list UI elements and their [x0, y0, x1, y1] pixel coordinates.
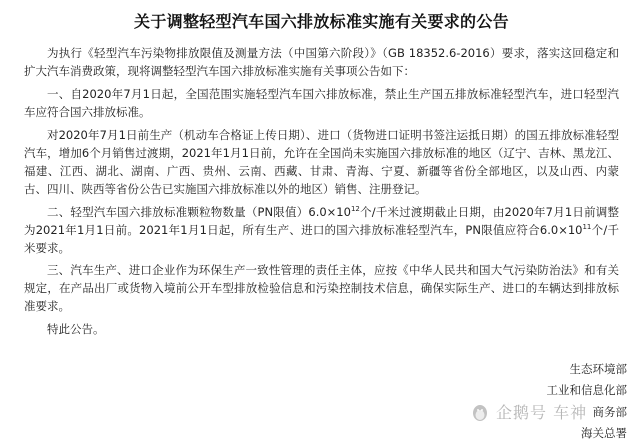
signatory-customs: 海关总署 — [581, 426, 627, 440]
watermark-text: 企鹅号 车神 — [496, 403, 588, 422]
watermark — [470, 400, 587, 423]
item-two-text-b: 个/千米过渡期截止日期，由2020年7月1日前调整为2021年1月1日前。2021年1月1日起，所有生产、进口的国六排放标准轻型汽车，PN限值应符合6.0×10 — [24, 205, 619, 237]
penguin-logo-icon — [470, 402, 490, 422]
item-two-exponent-1: 12 — [350, 205, 360, 214]
item-two-exponent-2: 11 — [582, 223, 592, 232]
item-two-paragraph — [24, 203, 619, 257]
item-three-paragraph: 三、汽车生产、进口企业作为环保生产一致性管理的责任主体，应按《中华人民共和国大气污染防治法》和有关规定，在产品出厂或货物入境前公开车型排放检验信息和污染控制技术信息，确保实际生产、进口的车辆达到排放标准要求。 — [24, 263, 619, 313]
document-title: 关于调整轻型汽车国六排放标准实施有关要求的公告 — [134, 12, 509, 31]
item-two-text-c: 个/千米要求。 — [24, 223, 619, 255]
item-two-text-a: 二、轻型汽车国六排放标准颗粒物数量（PN限值）6.0×10 — [47, 205, 351, 219]
intro-paragraph: 为执行《轻型汽车污染物排放限值及测量方法（中国第六阶段）》（GB 18352.6-2016）要求，落实这回稳定和扩大汽车消费政策，现将调整轻型汽车国六排放标准实施有关事项公告如下： — [24, 46, 619, 78]
item-one-paragraph: 一、自2020年7月1日起，全国范围实施轻型汽车国六排放标准，禁止生产国五排放标准轻型汽车，进口轻型汽车应符合国六排放标准。 — [24, 87, 619, 119]
closing-paragraph: 特此公告。 — [47, 322, 105, 336]
signatory-commerce: 商务部 — [592, 405, 627, 419]
signatory-industry-it: 工业和信息化部 — [546, 383, 627, 397]
signatory-ecology-environment: 生态环境部 — [569, 362, 627, 376]
item-one-detail-paragraph: 对2020年7月1日前生产（机动车合格证上传日期）、进口（货物进口证明书签注运抵日期）的国五排放标准轻型汽车，增加6个月销售过渡期，2021年1月1日前，允许在全国尚未实施国六排放标准的地区（辽宁、吉林、黑龙江、福建、江西、湖北、湖南、广西、贵州、云南、西藏、甘肃、青海、宁夏、新疆等省份全部地区，以及山西、内蒙古、四川、陕西等省份公告已实施国六排放标准以外的地区）销售、注册登记。 — [24, 128, 619, 196]
